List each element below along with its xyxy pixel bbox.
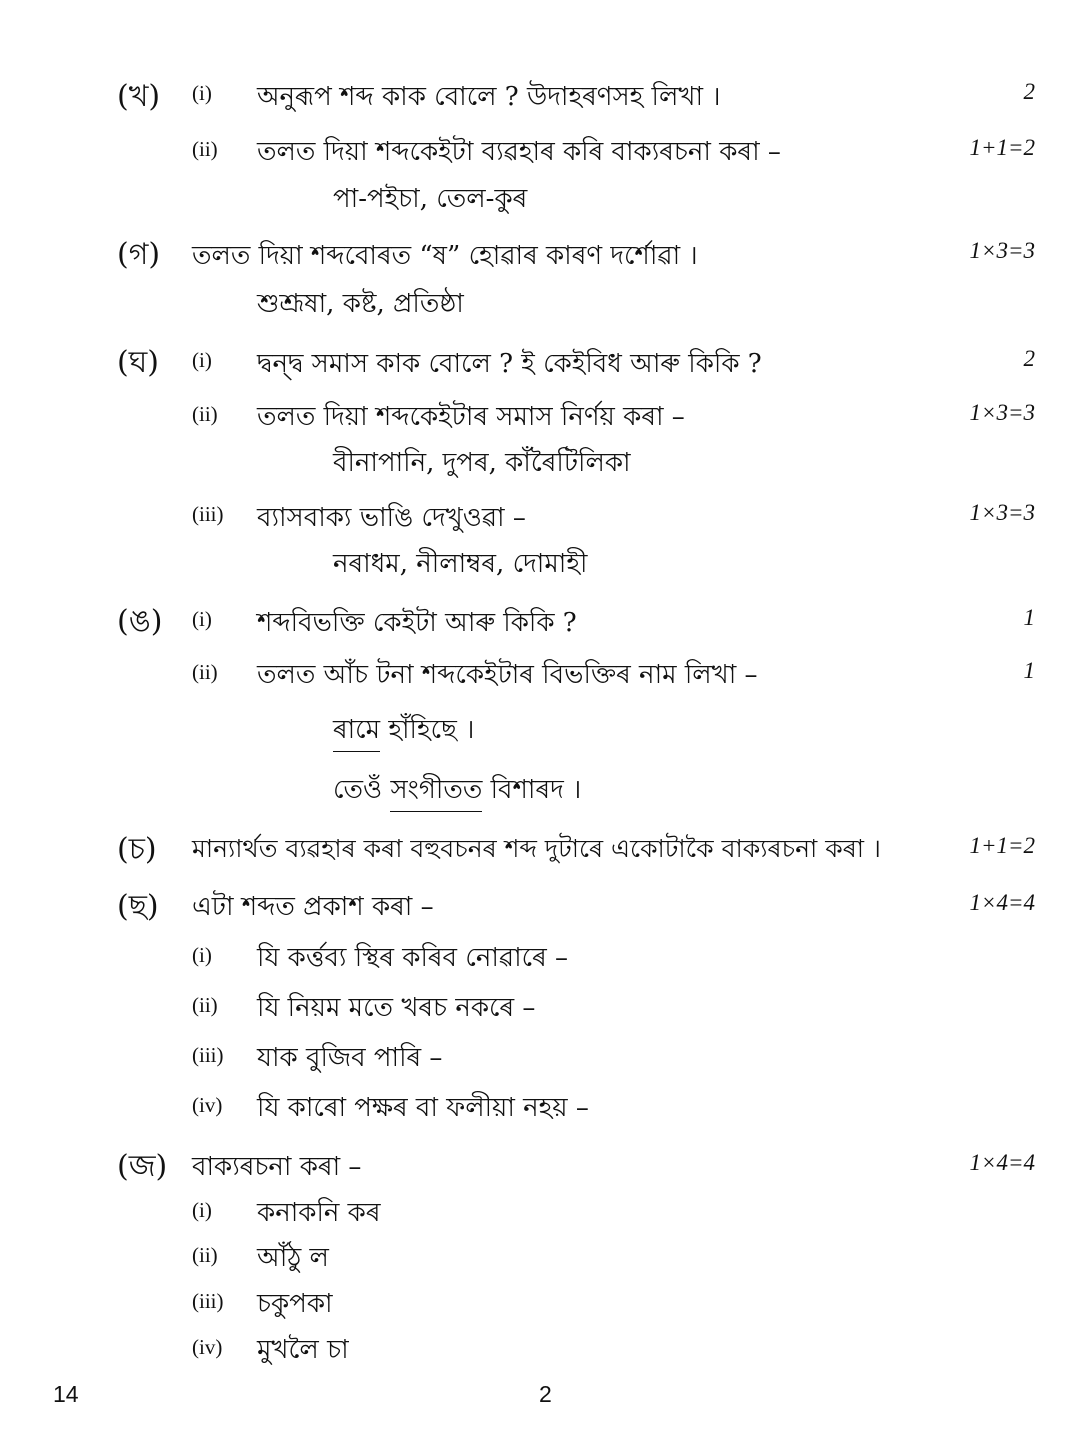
marks: 1×4=4 [969,890,1035,915]
item-number: (iv) [192,1335,223,1359]
section-label-ja: (জ) [117,1149,168,1184]
underlined-word: সংগীতত [390,775,482,812]
question-text: দ্বন্দ্ব সমাস কাক বোলে ? ই কেইবিধ আৰু কিকি ? [257,349,762,379]
item-text: চকুপকা [257,1289,333,1319]
example-sentence: ৰামে হাঁহিছে । [333,709,474,753]
item-number: (i) [192,348,212,372]
item-text: মুখলৈ চা [257,1335,349,1365]
marks: 1+1=2 [969,833,1035,858]
item-number: (i) [192,1198,212,1222]
marks: 1×3=3 [969,400,1035,425]
marks: 1×4=4 [969,1150,1035,1175]
marks: 1×3=3 [969,500,1035,525]
item-number: (i) [192,607,212,631]
item-number: (ii) [192,993,218,1017]
question-text: তলত দিয়া শব্দবোৰত “ষ” হোৱাৰ কাৰণ দৰ্শোৱা । [192,241,698,271]
question-text: এটা শব্দত প্ৰকাশ কৰা – [192,892,434,922]
page-number: 2 [539,1381,552,1407]
section-label-kha: (খ) [117,79,161,114]
marks: 2 [1023,79,1035,104]
word-list: বীনাপানি, দুপৰ, কাঁৰৈটিলিকা [333,448,631,478]
marks: 1 [1023,658,1035,683]
question-text: শব্দবিভক্তি কেইটা আৰু কিকি ? [257,608,577,638]
question-text: বাক্যৰচনা কৰা – [192,1152,362,1182]
marks: 1 [1023,605,1035,630]
marks: 1×3=3 [969,238,1035,263]
question-text: ব্যাসবাক্য ভাঙি দেখুওৱা – [257,503,526,533]
item-number: (ii) [192,137,218,161]
item-number: (i) [192,943,212,967]
section-label-gha: (ঘ) [117,345,159,380]
section-label-chha: (ছ) [117,889,159,924]
item-number: (ii) [192,402,218,426]
question-text: তলত দিয়া শব্দকেইটাৰ সমাস নিৰ্ণয় কৰা – [257,402,685,432]
section-label-uma: (ঙ) [117,604,163,639]
item-text: যি কৰ্ত্তব্য স্থিৰ কৰিব নোৱাৰে – [257,943,569,973]
item-text: যি কাৰো পক্ষৰ বা ফলীয়া নহয় – [257,1093,589,1123]
section-label-ga: (গ) [117,237,161,272]
item-number: (iii) [192,1043,224,1067]
item-number: (iii) [192,502,224,526]
item-number: (i) [192,81,212,105]
question-text: তলত আঁচ টনা শব্দকেইটাৰ বিভক্তিৰ নাম লিখা – [257,660,758,690]
section-label-cha: (চ) [117,832,157,867]
item-text: কনাকনি কৰ [257,1198,381,1228]
item-text: যি নিয়ম মতে খৰচ নকৰে – [257,993,536,1023]
item-text: আঁঠু ল [257,1243,329,1273]
word-list: শুশ্ৰূষা, কষ্ট, প্ৰতিষ্ঠা [257,289,464,319]
marks: 1+1=2 [969,135,1035,160]
page-code: 14 [53,1381,79,1407]
item-number: (ii) [192,1243,218,1267]
item-number: (iv) [192,1093,223,1117]
marks: 2 [1023,346,1035,371]
example-sentence: তেওঁ সংগীতত বিশাৰদ । [333,769,581,813]
question-text: মান্যাৰ্থত ব্যৱহাৰ কৰা বহুবচনৰ শব্দ দুটাৰে একোটাকৈ বাক্যৰচনা কৰা । [192,834,881,863]
item-number: (ii) [192,660,218,684]
underlined-word: ৰামে [333,715,380,752]
item-number: (iii) [192,1289,224,1313]
item-text: যাক বুজিব পাৰি – [257,1043,443,1073]
question-text: অনুৰূপ শব্দ কাক বোলে ? উদাহৰণসহ লিখা । [257,82,721,112]
word-list: নৰাধম, নীলাম্বৰ, দোমাহী [333,549,588,579]
question-text: তলত দিয়া শব্দকেইটা ব্যৱহাৰ কৰি বাক্যৰচনা কৰা – [257,137,781,167]
word-list: পা-পইচা, তেল-কুৰ [333,184,528,214]
